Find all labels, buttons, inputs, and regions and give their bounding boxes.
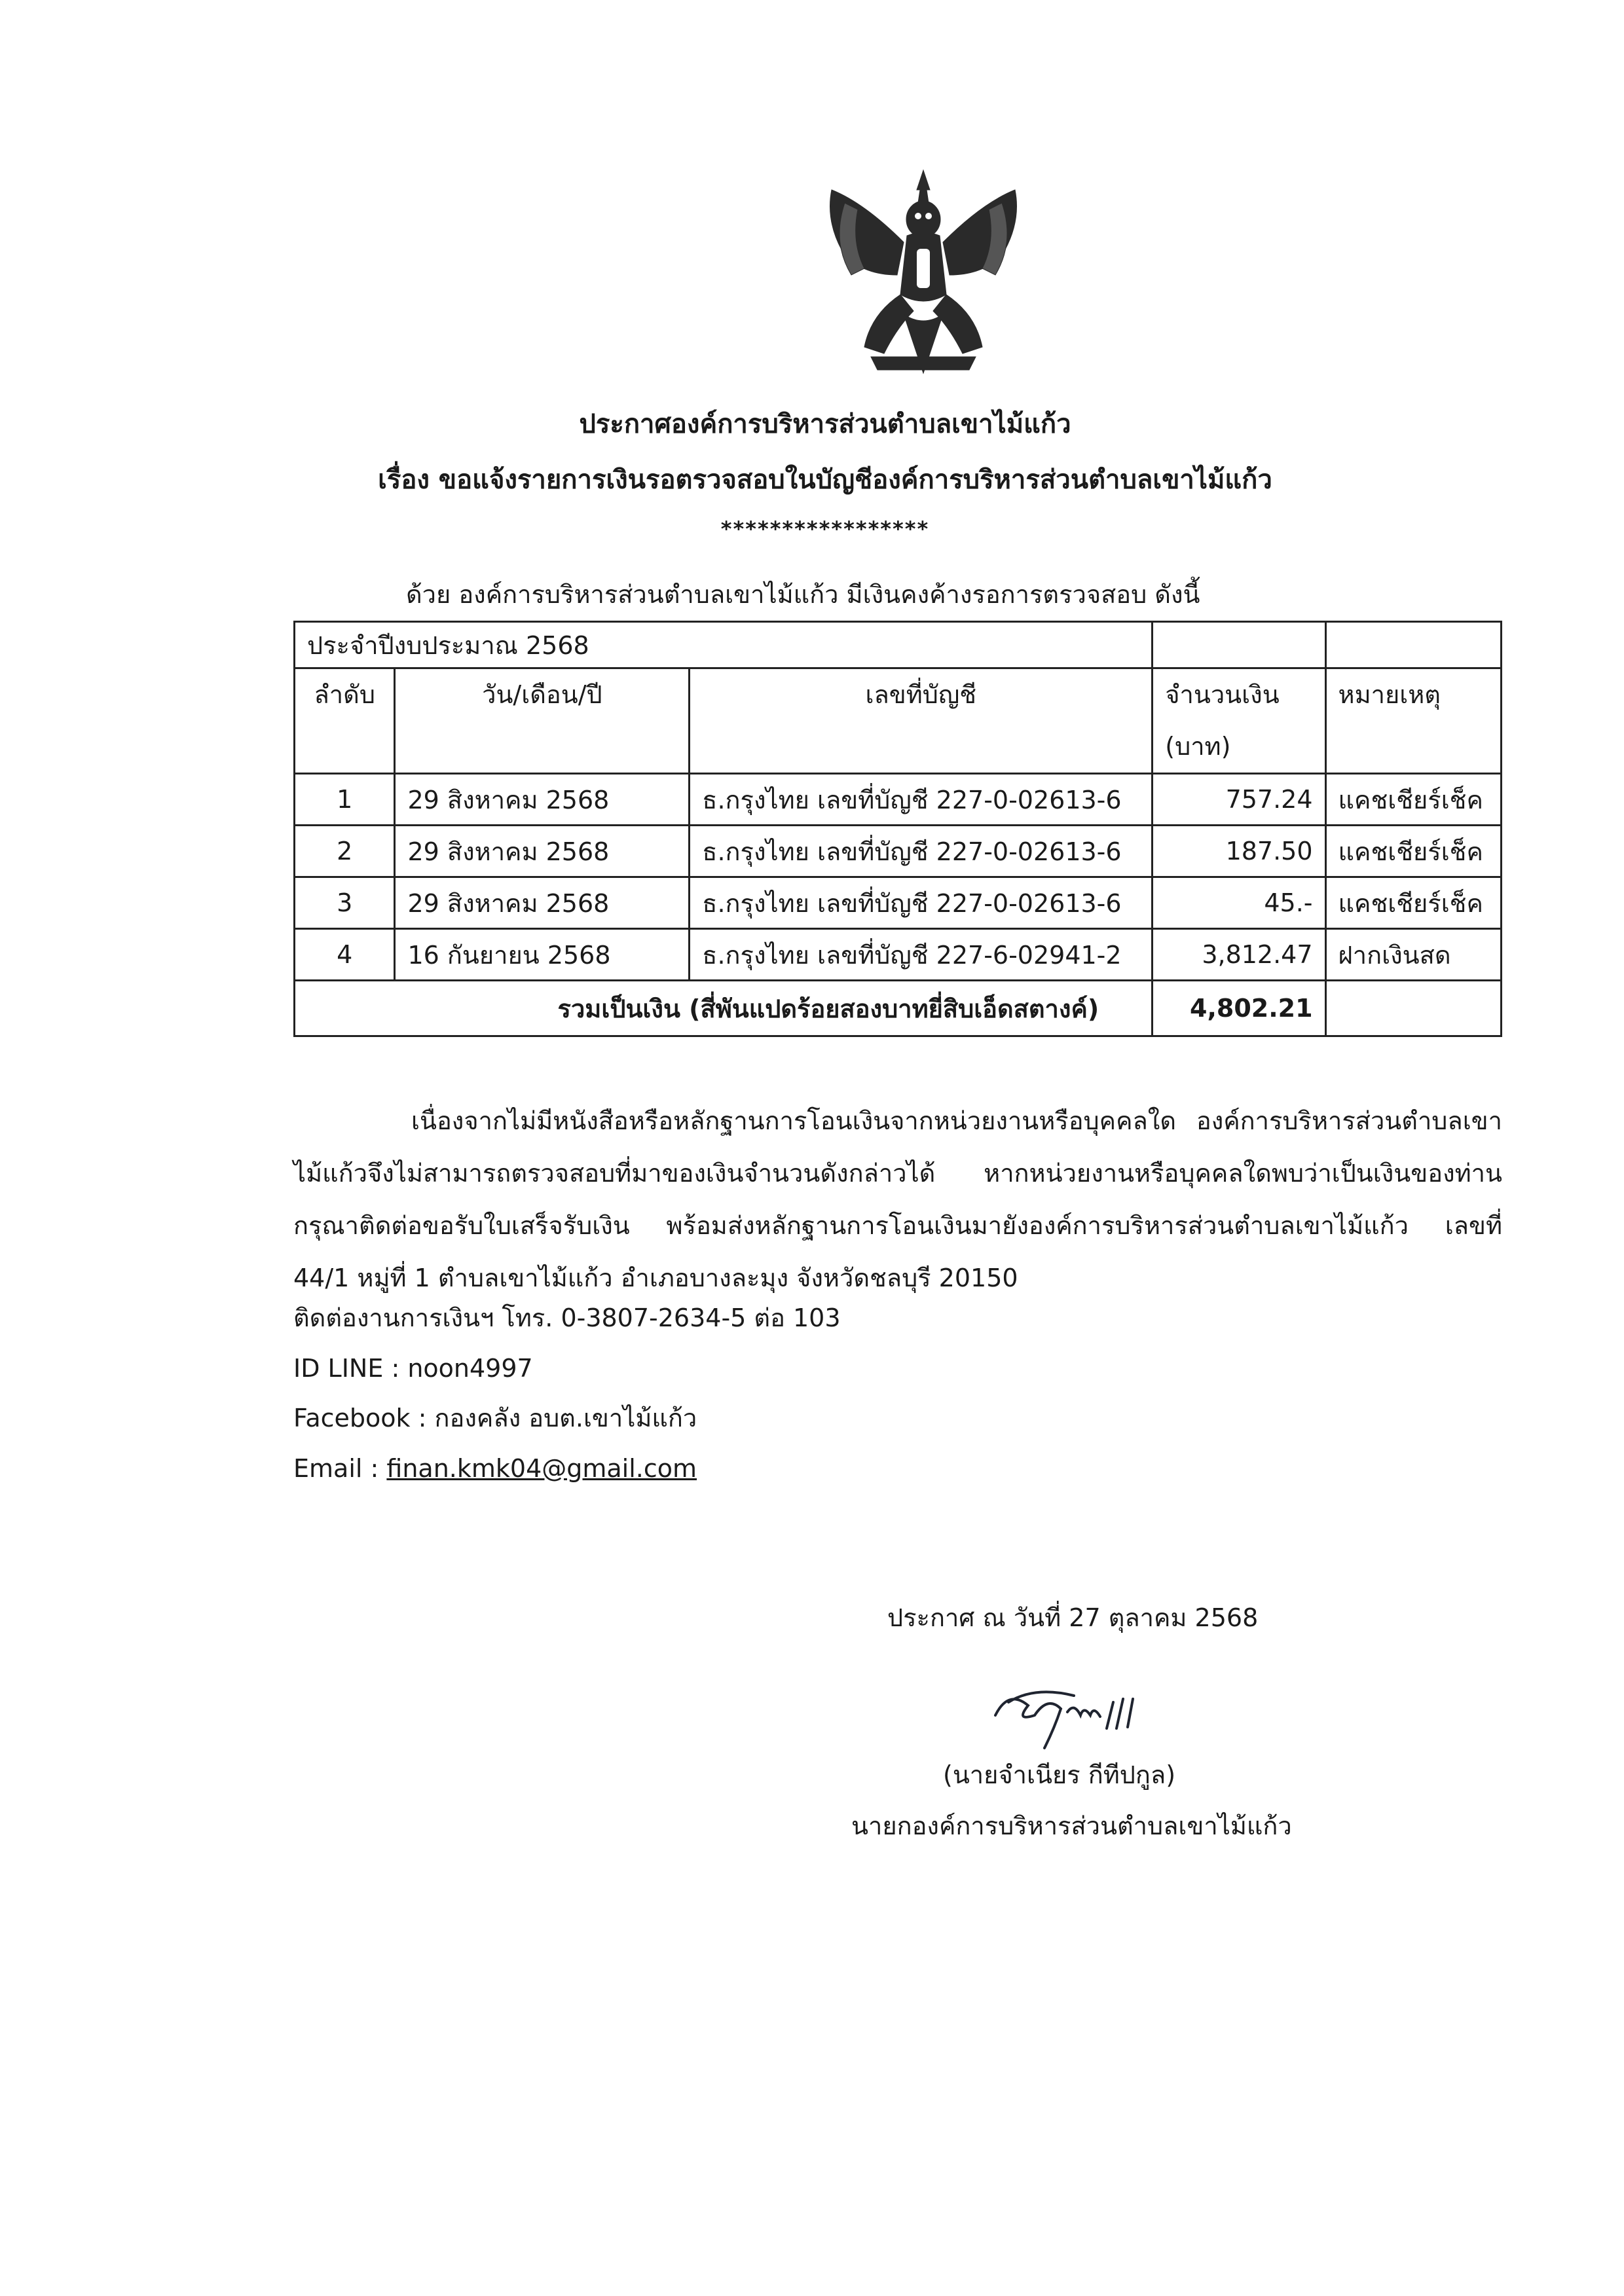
facebook-page: กองคลัง อบต.เขาไม้แก้ว — [434, 1404, 697, 1432]
table-row — [295, 929, 1502, 981]
row-date: 29 สิงหาคม 2568 — [395, 877, 690, 929]
row-no: 3 — [295, 877, 395, 929]
row-remark: ฝากเงินสด — [1325, 929, 1501, 981]
pending-funds-table — [293, 621, 1502, 1037]
total-label: รวมเป็นเงิน (สี่พันแปดร้อยสองบาทยี่สิบเอ็ดสตางค์) — [295, 981, 1153, 1036]
announcement-subject: เรื่อง ขอแจ้งรายการเงินรอตรวจสอบในบัญชีองค์การบริหารส่วนตำบลเขาไม้แก้ว — [378, 465, 1272, 495]
row-date: 29 สิงหาคม 2568 — [395, 774, 690, 826]
email-link[interactable]: finan.kmk04@gmail.com — [386, 1454, 697, 1483]
facebook-label: Facebook : — [293, 1404, 435, 1432]
signature-mark — [982, 1676, 1192, 1761]
row-amount: 187.50 — [1153, 826, 1325, 877]
email-label: Email : — [293, 1454, 387, 1483]
email-contact — [293, 1450, 697, 1487]
table-row — [295, 826, 1502, 877]
header-amount-unit: (บาท) — [1165, 732, 1231, 761]
header-amount — [1153, 668, 1325, 774]
row-amount: 3,812.47 — [1153, 929, 1325, 981]
row-remark: แคชเชียร์เช็ค — [1325, 774, 1501, 826]
header-account: เลขที่บัญชี — [690, 668, 1153, 774]
facebook-contact — [293, 1400, 697, 1436]
empty-cell — [1153, 622, 1325, 668]
line-contact — [293, 1350, 533, 1387]
garuda-emblem — [805, 164, 1041, 386]
separator-line: ***************** — [720, 517, 930, 541]
table-row — [295, 877, 1502, 929]
empty-cell — [1325, 622, 1501, 668]
intro-text: ด้วย องค์การบริหารส่วนตำบลเขาไม้แก้ว มีเงินคงค้างรอการตรวจสอบ ดังนี้ — [406, 580, 1200, 609]
table-row — [295, 774, 1502, 826]
header-amount-label: จำนวนเงิน — [1165, 680, 1280, 709]
row-account: ธ.กรุงไทย เลขที่บัญชี 227-0-02613-6 — [690, 774, 1153, 826]
row-no: 1 — [295, 774, 395, 826]
signer-title: นายกองค์การบริหารส่วนตำบลเขาไม้แก้ว — [851, 1812, 1292, 1840]
signer-name: (นายจำเนียร กีทีปกูล) — [943, 1760, 1176, 1789]
row-remark: แคชเชียร์เช็ค — [1325, 877, 1501, 929]
empty-cell — [1325, 981, 1501, 1036]
total-amount: 4,802.21 — [1153, 981, 1325, 1036]
row-account: ธ.กรุงไทย เลขที่บัญชี 227-0-02613-6 — [690, 826, 1153, 877]
row-no: 4 — [295, 929, 395, 981]
line-id: noon4997 — [407, 1354, 533, 1383]
notice-paragraph: เนื่องจากไม่มีหนังสือหรือหลักฐานการโอนเงินจากหน่วยงานหรือบุคคลใด องค์การบริหารส่วนตำบลเขาไม้แก้วจึงไม่สามารถตรวจสอบที่มาของเงินจำนวนดังกล่าวได้ หากหน่วยงานหรือบุคคลใดพบว่าเป็นเงินของท่าน กรุณาติดต่อขอรับใบเสร็จรับเงิน พร้อมส่งหลักฐานการโอนเงินมายังองค์การบริหารส่วนตำบลเขาไม้แก้ว เลขที่ 44/1 หมู่ที่ 1 ตำบลเขาไม้แก้ว อำเภอบางละมุง จังหวัดชลบุรี 20150 — [293, 1106, 1502, 1292]
phone-contact: ติดต่องานการเงินฯ โทร. 0-3807-2634-5 ต่อ 103 — [293, 1303, 841, 1332]
row-account: ธ.กรุงไทย เลขที่บัญชี 227-6-02941-2 — [690, 929, 1153, 981]
row-date: 16 กันยายน 2568 — [395, 929, 690, 981]
fiscal-year-cell: ประจำปีงบประมาณ 2568 — [295, 622, 1153, 668]
header-no: ลำดับ — [295, 668, 395, 774]
row-remark: แคชเชียร์เช็ค — [1325, 826, 1501, 877]
line-label: ID LINE : — [293, 1354, 408, 1383]
row-account: ธ.กรุงไทย เลขที่บัญชี 227-0-02613-6 — [690, 877, 1153, 929]
announcement-title: ประกาศองค์การบริหารส่วนตำบลเขาไม้แก้ว — [579, 409, 1071, 439]
row-amount: 45.- — [1153, 877, 1325, 929]
header-date: วัน/เดือน/ปี — [395, 668, 690, 774]
row-amount: 757.24 — [1153, 774, 1325, 826]
total-row — [295, 981, 1502, 1036]
row-no: 2 — [295, 826, 395, 877]
announcement-date: ประกาศ ณ วันที่ 27 ตุลาคม 2568 — [887, 1603, 1259, 1632]
header-remark: หมายเหตุ — [1325, 668, 1501, 774]
row-date: 29 สิงหาคม 2568 — [395, 826, 690, 877]
